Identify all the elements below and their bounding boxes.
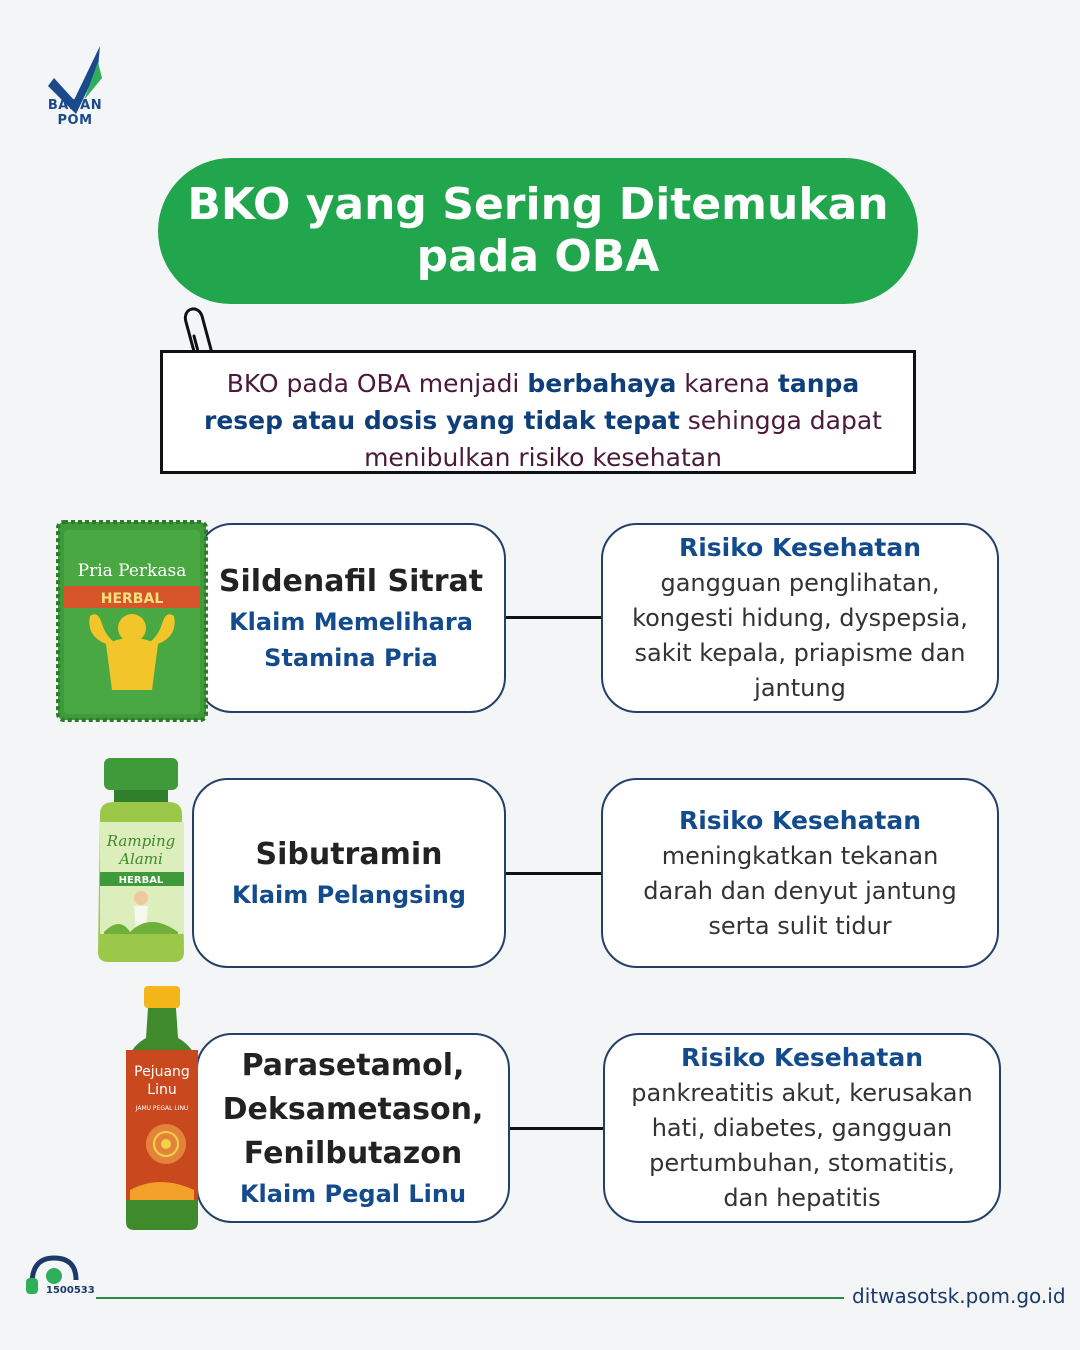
drug-card-2 [192, 778, 506, 968]
risk-card-1 [601, 523, 999, 713]
product-name-line-2: Alami [119, 850, 163, 868]
claim-text: Klaim Pegal Linu [239, 1180, 467, 1208]
product-tag: JAMU PEGAL LINU [135, 1105, 189, 1112]
product-bottle-image [90, 756, 192, 964]
risk-text: darah dan denyut jantung [643, 876, 957, 905]
title-line-2: pada OBA [416, 231, 660, 282]
risk-text: pankreatitis akut, kerusakan [631, 1079, 973, 1107]
info-note [160, 350, 916, 474]
page-title [158, 158, 918, 304]
risk-text: hati, diabetes, gangguan [651, 1114, 953, 1142]
note-text-1: BKO pada OBA menjadi [226, 369, 528, 398]
connector-line [506, 872, 602, 875]
risk-text: jantung [754, 674, 846, 702]
note-text-2: karena [676, 369, 778, 398]
drug-name: Fenilbutazon [243, 1136, 463, 1171]
product-name-line-2: Linu [147, 1082, 177, 1098]
risk-text: kongesti hidung, dyspepsia, [632, 604, 968, 632]
risk-card-2 [601, 778, 999, 968]
drug-card-3 [196, 1033, 510, 1223]
note-emphasis-1: berbahaya [527, 369, 677, 398]
product-name-line-1: Pejuang [134, 1064, 190, 1080]
claim-text: Stamina Pria [264, 644, 438, 672]
drug-name: Sildenafil Sitrat [218, 564, 484, 599]
title-line-1: BKO yang Sering Ditemukan [187, 179, 889, 230]
risk-title: Risiko Kesehatan [680, 1043, 924, 1072]
connector-line [510, 1127, 604, 1130]
product-name: Pria Perkasa [77, 561, 187, 581]
risk-text: gangguan penglihatan, [660, 569, 940, 597]
claim-text: Klaim Pelangsing [232, 881, 466, 909]
risk-title: Risiko Kesehatan [678, 533, 922, 562]
risk-text: serta sulit tidur [708, 911, 892, 940]
risk-text: pertumbuhan, stomatitis, [649, 1149, 955, 1177]
note-text-3: sehingga dapat menibulkan risiko kesehatan [364, 406, 882, 472]
drug-name: Sibutramin [255, 837, 443, 872]
hotline-number: 1500533 [46, 1285, 95, 1296]
risk-title: Risiko Kesehatan [678, 805, 922, 835]
footer-url[interactable]: ditwasotsk.pom.go.id [852, 1284, 1066, 1308]
risk-text: dan hepatitis [723, 1184, 881, 1212]
product-bottle-image [120, 984, 204, 1234]
drug-name: Deksametason, [222, 1092, 484, 1127]
risk-card-3 [603, 1033, 1001, 1223]
connector-line [506, 616, 602, 619]
risk-text: meningkatkan tekanan [661, 841, 939, 870]
logo-text: BADAN POM [47, 98, 103, 128]
product-tag: HERBAL [118, 875, 164, 886]
product-name-line-1: Ramping [106, 832, 176, 850]
drug-name: Parasetamol, [241, 1048, 465, 1083]
product-tag: HERBAL [100, 591, 164, 607]
product-sachet-image [56, 520, 208, 722]
risk-text: sakit kepala, priapisme dan [634, 639, 966, 667]
footer-divider [96, 1297, 844, 1299]
note-emphasis-2: tanpa resep atau dosis yang tidak tepat [203, 369, 860, 435]
drug-card-1 [196, 523, 506, 713]
claim-text: Klaim Memelihara [229, 608, 473, 636]
